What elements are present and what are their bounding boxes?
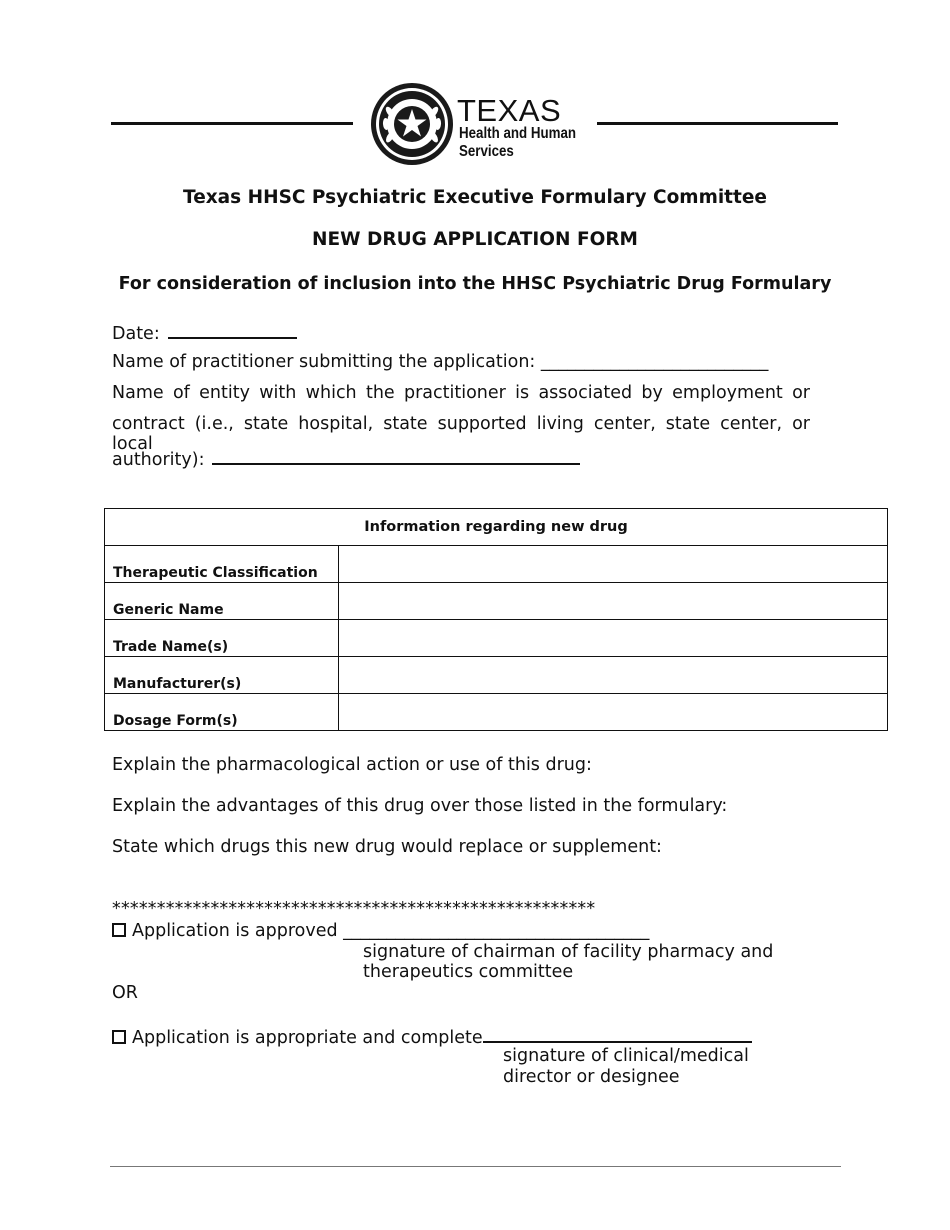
generic-name-input[interactable] — [339, 583, 888, 620]
date-label: Date: — [112, 324, 160, 344]
table-row — [105, 546, 888, 583]
question-advantages: Explain the advantages of this drug over those listed in the formulary: — [112, 796, 728, 816]
manufacturers-input[interactable] — [339, 657, 888, 694]
header-rule-left — [111, 122, 353, 125]
state-seal-icon — [370, 82, 454, 166]
row-label-trade-names: Trade Name(s) — [105, 620, 339, 657]
or-text: OR — [112, 983, 138, 1003]
table-row — [105, 694, 888, 731]
director-signature-line[interactable] — [483, 1025, 752, 1043]
question-replace-supplement: State which drugs this new drug would replace or supplement: — [112, 837, 662, 857]
practitioner-label: Name of practitioner submitting the application: — [112, 352, 536, 372]
entity-input-line[interactable] — [212, 445, 580, 465]
drug-table-header: Information regarding new drug — [105, 509, 888, 546]
entity-label: authority): — [112, 450, 205, 470]
logo-texas-word: TEXAS — [457, 93, 562, 128]
complete-checkbox[interactable] — [112, 1030, 126, 1044]
row-label-manufacturers: Manufacturer(s) — [105, 657, 339, 694]
form-title: NEW DRUG APPLICATION FORM — [312, 229, 638, 250]
committee-title: Texas HHSC Psychiatric Executive Formulary Committee — [183, 187, 767, 208]
drug-table-header-row — [105, 509, 888, 546]
table-row — [105, 620, 888, 657]
trade-names-input[interactable] — [339, 620, 888, 657]
dosage-forms-input[interactable] — [339, 694, 888, 731]
row-label-generic-name: Generic Name — [105, 583, 339, 620]
row-label-dosage-forms: Dosage Form(s) — [105, 694, 339, 731]
approved-row — [112, 921, 649, 941]
director-signature-caption-1: signature of clinical/medical — [503, 1046, 749, 1066]
footer-rule — [110, 1166, 841, 1167]
table-row — [105, 583, 888, 620]
row-label-therapeutic-classification: Therapeutic Classification — [105, 546, 339, 583]
drug-info-table — [104, 508, 888, 731]
chairman-signature-caption-2: therapeutics committee — [363, 962, 574, 982]
chairman-signature-line[interactable]: ___________________________________ — [343, 921, 650, 941]
practitioner-input-line[interactable]: __________________________ — [540, 352, 769, 372]
entity-line-2: contract (i.e., state hospital, state supported living center, state center, or local — [112, 414, 810, 454]
logo-line-2: Services — [459, 143, 514, 160]
approved-checkbox[interactable] — [112, 923, 126, 937]
complete-label: Application is appropriate and complete — [132, 1028, 483, 1048]
form-subtitle: For consideration of inclusion into the HHSC Psychiatric Drug Formulary — [118, 274, 832, 294]
table-row — [105, 657, 888, 694]
date-input-line[interactable] — [168, 321, 297, 339]
separator-stars: ****************************************************** — [112, 899, 596, 919]
director-signature-caption-2: director or designee — [503, 1067, 680, 1087]
practitioner-field — [112, 352, 768, 372]
chairman-signature-caption-1: signature of chairman of facility pharmacy and — [363, 942, 774, 962]
date-field — [112, 321, 297, 344]
entity-line-1: Name of entity with which the practitioner is associated by employment or — [112, 383, 810, 403]
entity-field — [112, 445, 580, 470]
question-pharmacological-action: Explain the pharmacological action or use of this drug: — [112, 755, 592, 775]
therapeutic-classification-input[interactable] — [339, 546, 888, 583]
approved-label: Application is approved — [132, 921, 338, 941]
logo-line-1: Health and Human — [459, 125, 577, 142]
complete-row — [112, 1025, 752, 1048]
header-rule-right — [597, 122, 838, 125]
